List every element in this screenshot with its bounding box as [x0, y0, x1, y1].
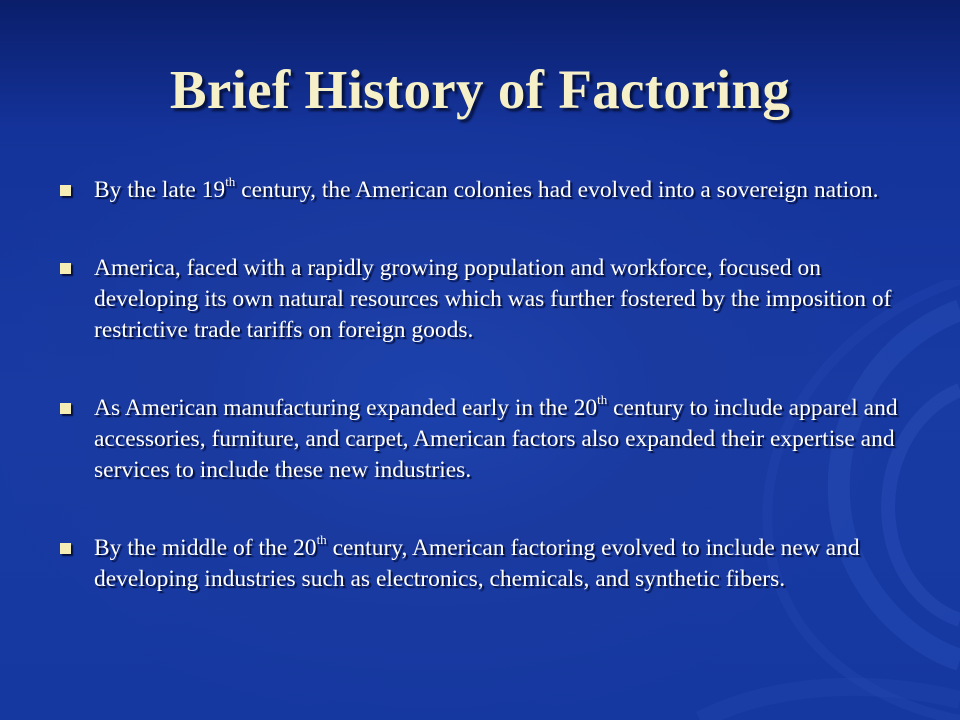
bullet-item [58, 253, 918, 346]
bullet-text: As American manufacturing expanded early in the 20th century to include apparel and accessories, furniture, and carpet, American factors also expanded their expertise and services to include these new industries. [94, 392, 898, 483]
square-bullet-icon [60, 403, 71, 414]
slide-title: Brief History of Factoring [169, 59, 791, 120]
bullet-item [58, 533, 918, 595]
bullet-item [58, 175, 918, 206]
square-bullet-icon [60, 185, 71, 196]
bullet-text: By the middle of the 20th century, American factoring evolved to include new and developing industries such as electronics, chemicals, and synthetic fibers. [94, 532, 860, 592]
square-bullet-icon [60, 263, 71, 274]
square-bullet-icon [60, 543, 71, 554]
bullet-text: America, faced with a rapidly growing population and workforce, focused on developing its own natural resources which was further fostered by the imposition of restrictive trade tariffs on foreign goods. [94, 255, 892, 343]
bullet-list [58, 175, 918, 595]
bullet-item [58, 393, 918, 486]
bullet-text: By the late 19th century, the American colonies had evolved into a sovereign nation. [94, 174, 879, 203]
